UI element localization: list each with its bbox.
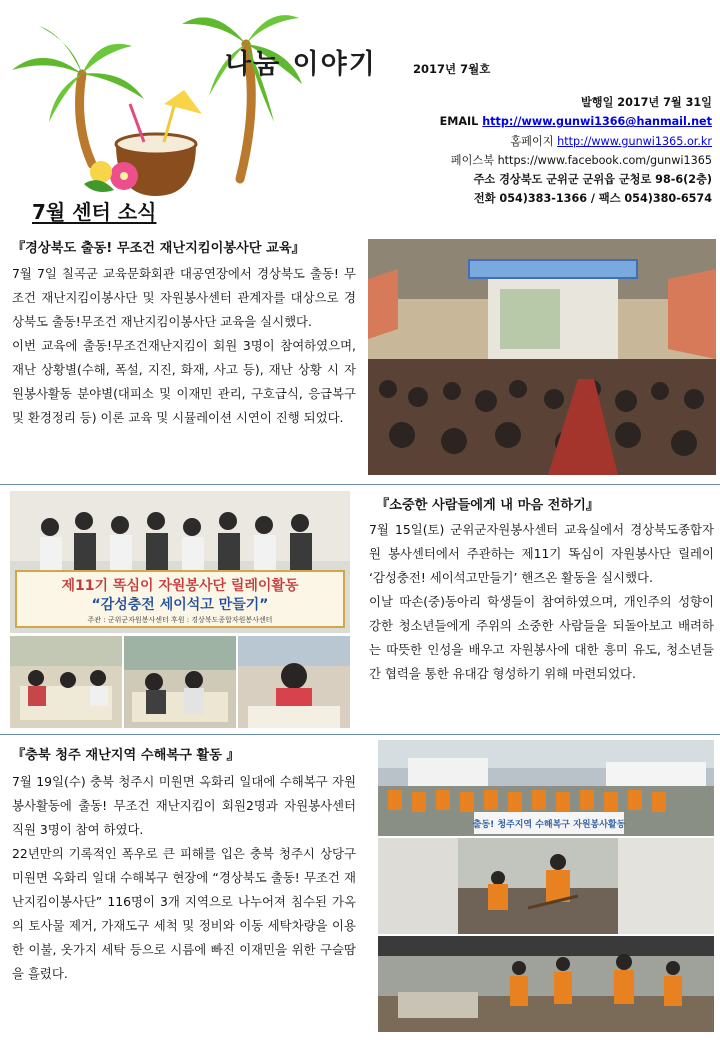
article-2-body xyxy=(369,518,714,686)
article-3-body xyxy=(12,770,356,986)
debris-cleanup-photo xyxy=(378,936,714,1032)
article-1-paragraph-2: 이번 교육에 출동!무조건재난지킴이 회원 3명이 참여하였으며, 재난 상황별(수해, 폭설, 지진, 화재, 사고 등), 재난 상황 시 자원봉사활동 분야별(대피소 및 이재민 관리, 구호급식, 응급복구 및 환경정리 등) 이론 교육 및 시뮬레이션 시연이 진행 되었다. xyxy=(12,338,356,425)
homepage-link[interactable]: http://www.gunwi1365.or.kr xyxy=(557,134,712,148)
divider-2 xyxy=(0,734,720,735)
article-1-title: 『경상북도 출동! 무조건 재난지킴이봉사단 교육』 xyxy=(12,241,305,256)
section-title: 7월 센터 소식 xyxy=(32,200,157,224)
activity-photo-3 xyxy=(238,636,350,728)
article-3-paragraph-2: 22년만의 기록적인 폭우로 큰 피해를 입은 충북 청주시 상당구 미원면 옥화리 일대 수해복구 현장에 “경상북도 출동! 무조건 재난지킴이봉사단” 116명이 3개 지역으로 나누어져 침수된 가옥의 토사물 제거, 가재도구 세척 및 정비와 이동 세탁차량을 이용한 이불, 옷가지 세탁 등으로 시름에 빠진 이재민을 위한 구슬땀을 흘렸다. xyxy=(12,846,356,981)
email-line xyxy=(382,112,712,131)
homepage-label: 홈페이지 xyxy=(510,134,554,148)
homepage-line xyxy=(382,132,712,151)
activity-photo-1 xyxy=(10,636,122,728)
publish-date: 발행일 2017년 7월 31일 xyxy=(580,96,712,109)
issue-label: 2017년 7월호 xyxy=(413,62,491,76)
email-link[interactable]: http://www.gunwi1366@hanmail.net xyxy=(482,115,712,129)
article-2-paragraph-1: 7월 15일(토) 군위군자원봉사센터 교육실에서 경상북도종합자원 봉사센터에서 주관하는 제11기 똑심이 자원봉사단 릴레이 ‘감성충전! 세이석고만들기’ 핸즈온 활동을 실시했다. xyxy=(369,522,714,585)
divider-1 xyxy=(0,484,720,485)
article-2-title: 『소중한 사람들에게 내 마음 전하기』 xyxy=(376,498,600,513)
article-2-paragraph-2: 이날 따손(중)동아리 학생들이 참여하였으며, 개인주의 성향이 강한 청소년들에게 주위의 소중한 사람들을 되돌아보고 배려하는 따뜻한 인성을 배우고 자원봉사에 대한 흥미 유도, 청소년들간 협력을 통한 유대감 형성하기 위해 마련되었다. xyxy=(369,594,714,681)
article-1-paragraph-1: 7월 7일 칠곡군 교육문화회관 대공연장에서 경상북도 출동! 무조건 재난지킴이봉사단 및 자원봉사센터 관계자를 대상으로 경상북도 출동!무조건 재난지킴이봉사단 교육을 실시했다. xyxy=(12,266,356,329)
address-line: 주소 경상북도 군위군 군위읍 군청로 98-6(2층) xyxy=(473,173,712,187)
education-hall-photo xyxy=(368,239,716,475)
email-label: EMAIL xyxy=(439,115,479,129)
article-3-title: 『충북 청주 재난지역 수해복구 활동 』 xyxy=(12,748,240,763)
flood-volunteers-group-photo xyxy=(378,740,714,836)
group-photo xyxy=(10,491,350,633)
banner-line-2: “감성충전 세이석고 만들기” xyxy=(91,597,269,613)
mud-removal-photo xyxy=(378,838,714,934)
facebook-line: 페이스북 https://www.facebook.com/gunwi1365 xyxy=(450,153,712,167)
newsletter-title: 나눔 이야기 xyxy=(225,49,377,80)
palm-coconut-logo xyxy=(4,4,304,204)
flood-banner-text: 출동! 청주지역 수해복구 자원봉사활동 xyxy=(472,820,626,830)
article-1-body xyxy=(12,262,356,430)
banner-line-1: 제11기 똑심이 자원봉사단 릴레이활동 xyxy=(61,578,299,594)
article-3-paragraph-1: 7월 19일(수) 충북 청주시 미원면 옥화리 일대에 수해복구 자원봉사활동에 출동! 무조건 재난지킴이 회원2명과 자원봉사센터 직원 3명이 참여 하였다. xyxy=(12,774,356,837)
banner-sponsor: 주관 : 군위군자원봉사센터 후원 : 경상북도종합자원봉사센터 xyxy=(87,616,273,624)
activity-photo-2 xyxy=(124,636,236,728)
publisher-info xyxy=(382,93,712,209)
phone-line: 전화 054)383-1366 / 팩스 054)380-6574 xyxy=(473,192,712,206)
